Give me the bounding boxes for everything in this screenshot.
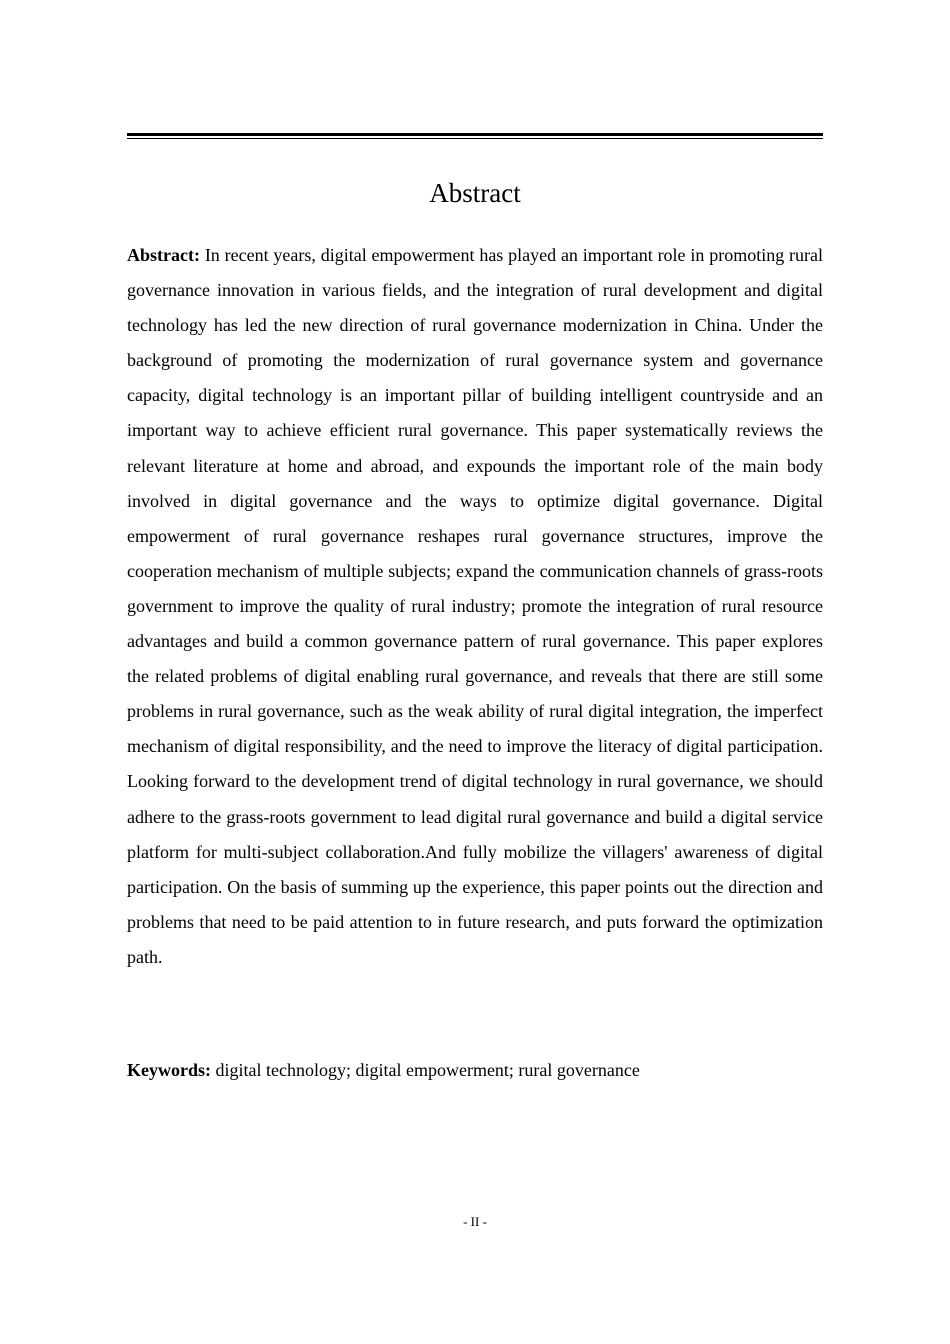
page-number: - II - [463, 1214, 487, 1229]
keywords-label: Keywords: [127, 1060, 211, 1080]
abstract-label: Abstract: [127, 245, 200, 265]
header-rule-thick [127, 133, 823, 136]
abstract-text: In recent years, digital empowerment has played an important role in promoting rural governance innovation in various fields, and the integration of rural development and digital technology has led the new direction of rural governance modernization in China. Under the background of promoting the modernization of rural governance system and governance capacity, digital technology is an important pillar of building intelligent countryside and an important way to achieve efficient rural governance. This paper systematically reviews the relevant literature at home and abroad, and expounds the important role of the main body involved in digital governance and the ways to optimize digital governance. Digital empowerment of rural governance reshapes rural governance structures, improve the cooperation mechanism of multiple subjects; expand the communication channels of grass-roots government to improve the quality of rural industry; promote the integration of rural resource advantages and build a common governance pattern of rural governance. This paper explores the related problems of digital enabling rural governance, and reveals that there are still some problems in rural governance, such as the weak ability of rural digital integration, the imperfect mechanism of digital responsibility, and the need to improve the literacy of digital participation. Looking forward to the development trend of digital technology in rural governance, we should adhere to the grass-roots government to lead digital rural governance and build a digital service platform for multi-subject collaboration.And fully mobilize the villagers' awareness of digital participation. On the basis of summing up the experience, this paper points out the direction and problems that need to be paid attention to in future research, and puts forward the optimization path. [127, 245, 823, 967]
header-rule-thin [127, 138, 823, 139]
abstract-paragraph [127, 238, 823, 975]
page-title: Abstract [429, 178, 521, 208]
keywords-text: digital technology; digital empowerment; rural governance [215, 1060, 640, 1080]
keywords-line [127, 1053, 823, 1088]
